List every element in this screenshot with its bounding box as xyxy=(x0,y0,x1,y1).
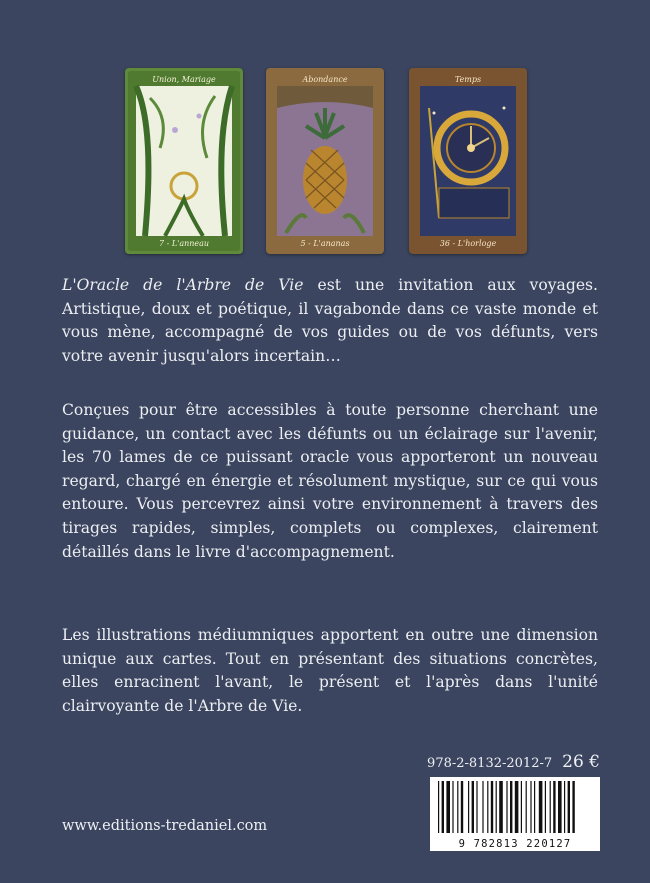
barcode-digits: 9 782813 220127 xyxy=(458,838,572,850)
description-paragraph: Conçues pour être accessibles à toute personne cherchant une guidance, un contact avec les défunts ou un éclairage sur l'avenir, les 70 lames de ce puissant oracle vous apporteront un nouveau regard, chargé en énergie et résolument mystique, sur ce qui vous entoure. Vous percevrez ainsi votre environnement à travers des tirages rapides, simples, complets ou complexes, clairement détaillés dans le livre d'accompagnement. xyxy=(62,401,598,561)
isbn-price-row xyxy=(427,752,600,772)
card-illustrations xyxy=(125,68,525,256)
book-title: L'Oracle de l'Arbre de Vie xyxy=(62,276,304,294)
ring-illustration xyxy=(125,68,243,254)
publisher-website: www.editions-tredaniel.com xyxy=(62,818,268,834)
card-title: Temps xyxy=(454,75,482,84)
card-temps xyxy=(409,68,527,254)
card-caption: 7 - L'anneau xyxy=(158,239,210,248)
card-caption: 5 - L'ananas xyxy=(300,239,350,248)
pineapple-illustration xyxy=(266,68,384,254)
card-union-mariage xyxy=(125,68,243,254)
card-caption: 36 - L'horloge xyxy=(439,239,497,248)
card-title: Abondance xyxy=(302,75,348,84)
barcode-bars xyxy=(436,781,594,833)
intro-text: est une invitation aux voyages. Artistique, doux et poétique, il vagabonde dans ce vaste monde et vous mène, accompagné de vos guides ou de vos défunts, vers votre avenir jusqu'alors incertain… xyxy=(62,276,599,365)
clock-illustration xyxy=(409,68,527,254)
barcode xyxy=(430,777,600,851)
card-abondance xyxy=(266,68,384,254)
card-title: Union, Mariage xyxy=(152,75,216,84)
illustrations-paragraph: Les illustrations médiumniques apportent en outre une dimension unique aux cartes. Tout en présentant des situations concrètes, elles enracinent l'avant, le présent et l'après dans l'unité clairvoyante de l'Arbre de Vie. xyxy=(62,626,598,715)
price: 26 € xyxy=(562,752,600,772)
intro-paragraph xyxy=(62,274,598,368)
isbn: 978-2-8132-2012-7 xyxy=(427,756,553,771)
